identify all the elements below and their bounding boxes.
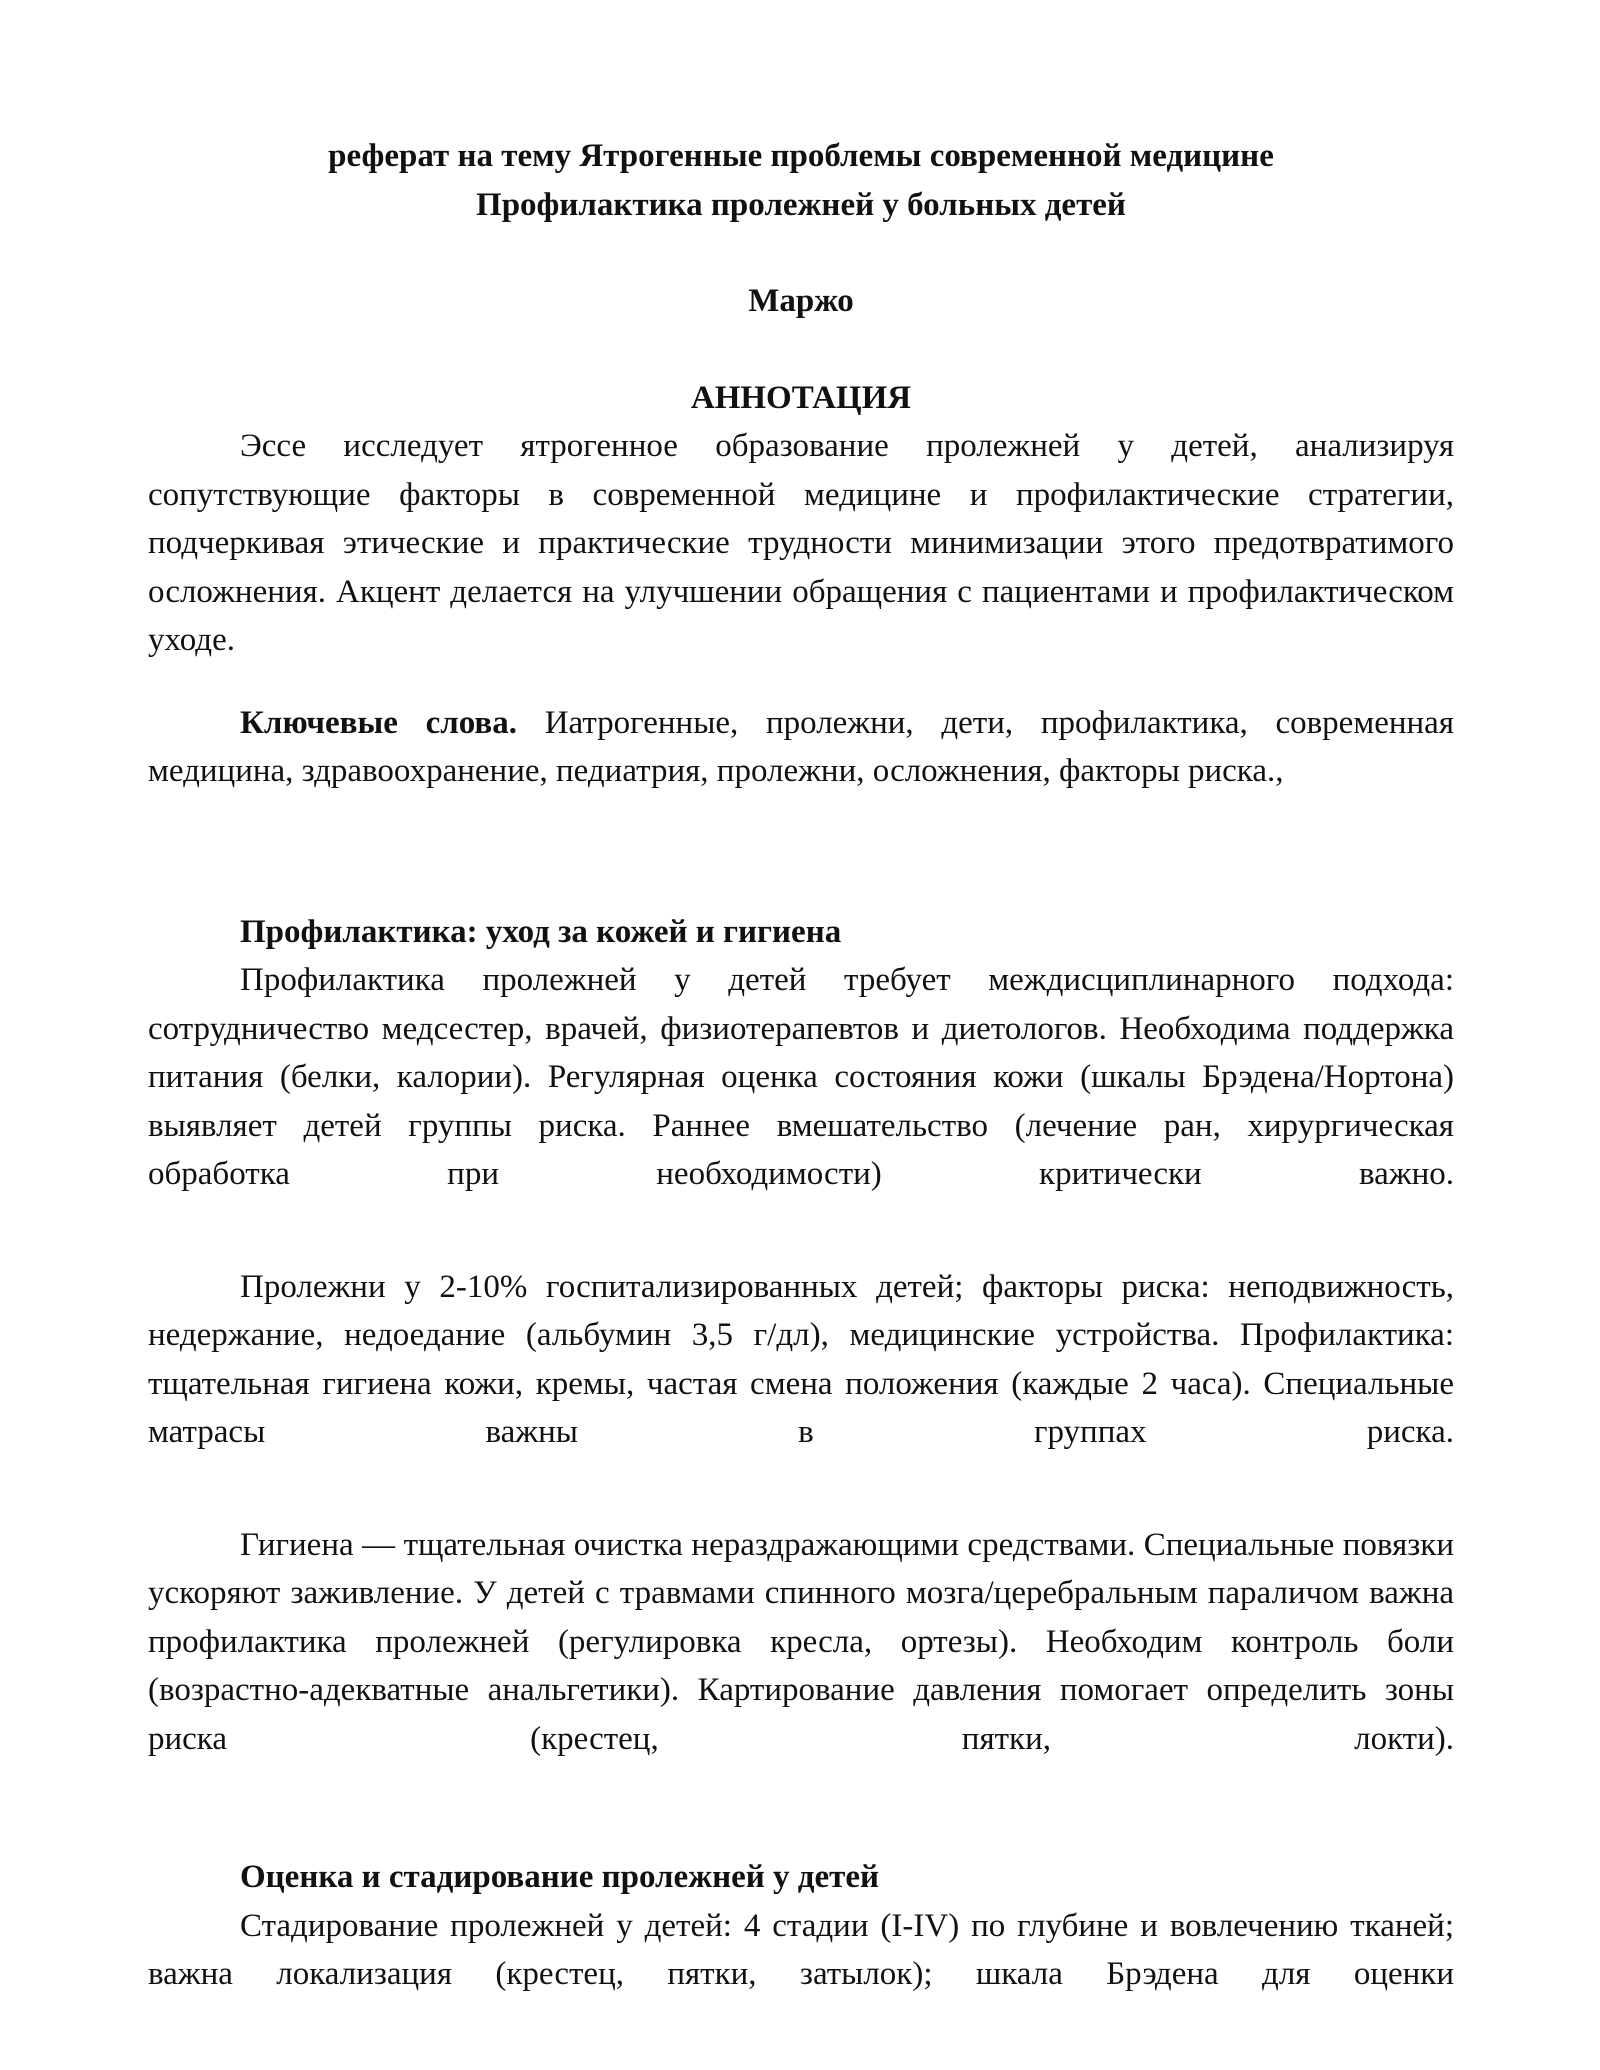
annotation-heading: АННОТАЦИЯ [690,379,912,416]
section1-paragraph-2: Пролежни у 2-10% госпитализированных детей; факторы риска: неподвижность, недержание, недоедание (альбумин 3,5 г/дл), медицинские устройства. Профилактика: тщательная гигиена кожи, кремы, частая смена положения (каждые 2 часа). Специальные матрасы важны в группах риска. [148,1268,1454,1450]
section-heading-prevention: Профилактика: уход за кожей и гигиена [240,913,842,950]
section1-paragraph-3: Гигиена — тщательная очистка нераздражающими средствами. Специальные повязки ускоряют заживление. У детей с травмами спинного мозга/церебральным параличом важна профилактика пролежней (регулировка кресла, ортезы). Необходим контроль боли (возрастно-адекватные анальгетики). Картирование давления помогает определить зоны риска (крестец, пятки, локти). [148,1526,1454,1757]
keywords-paragraph [148,699,1454,796]
annotation-text: Эссе исследует ятрогенное образование пролежней у детей, анализируя сопутствующие факторы в современной медицине и профилактические стратегии, подчеркивая этические и практические трудности минимизации этого предотвратимого осложнения. Акцент делается на улучшении обращения с пациентами и профилактическом уходе. [148,428,1454,658]
author-name: Маржо [748,283,854,319]
section-heading-staging: Оценка и стадирование пролежней у детей [240,1859,880,1895]
title-line-2: Профилактика пролежней у больных детей [476,186,1126,223]
keywords-label: Ключевые слова. [240,704,517,741]
title-line-1: реферат на тему Ятрогенные проблемы современной медицине [328,138,1274,174]
document-title [148,132,1454,229]
section1-paragraph-1: Профилактика пролежней у детей требует междисциплинарного подхода: сотрудничество медсестер, врачей, физиотерапевтов и диетологов. Необходима поддержка питания (белки, калории). Регулярная оценка состояния кожи (шкалы Брэдена/Нортона) выявляет детей группы риска. Раннее вмешательство (лечение ран, хирургическая обработка при необходимости) критически важно. [148,962,1454,1192]
document-body [148,132,1454,1999]
section2-paragraph-1: Стадирование пролежней у детей: 4 стадии (I-IV) по глубине и вовлечению тканей; важна локализация (крестец, пятки, затылок); шкала Брэдена для оценки [148,1907,1454,1992]
keywords-text: Иатрогенные, пролежни, дети, профилактика, современная медицина, здравоохранение, педиатрия, пролежни, осложнения, факторы риска., [148,704,1454,789]
